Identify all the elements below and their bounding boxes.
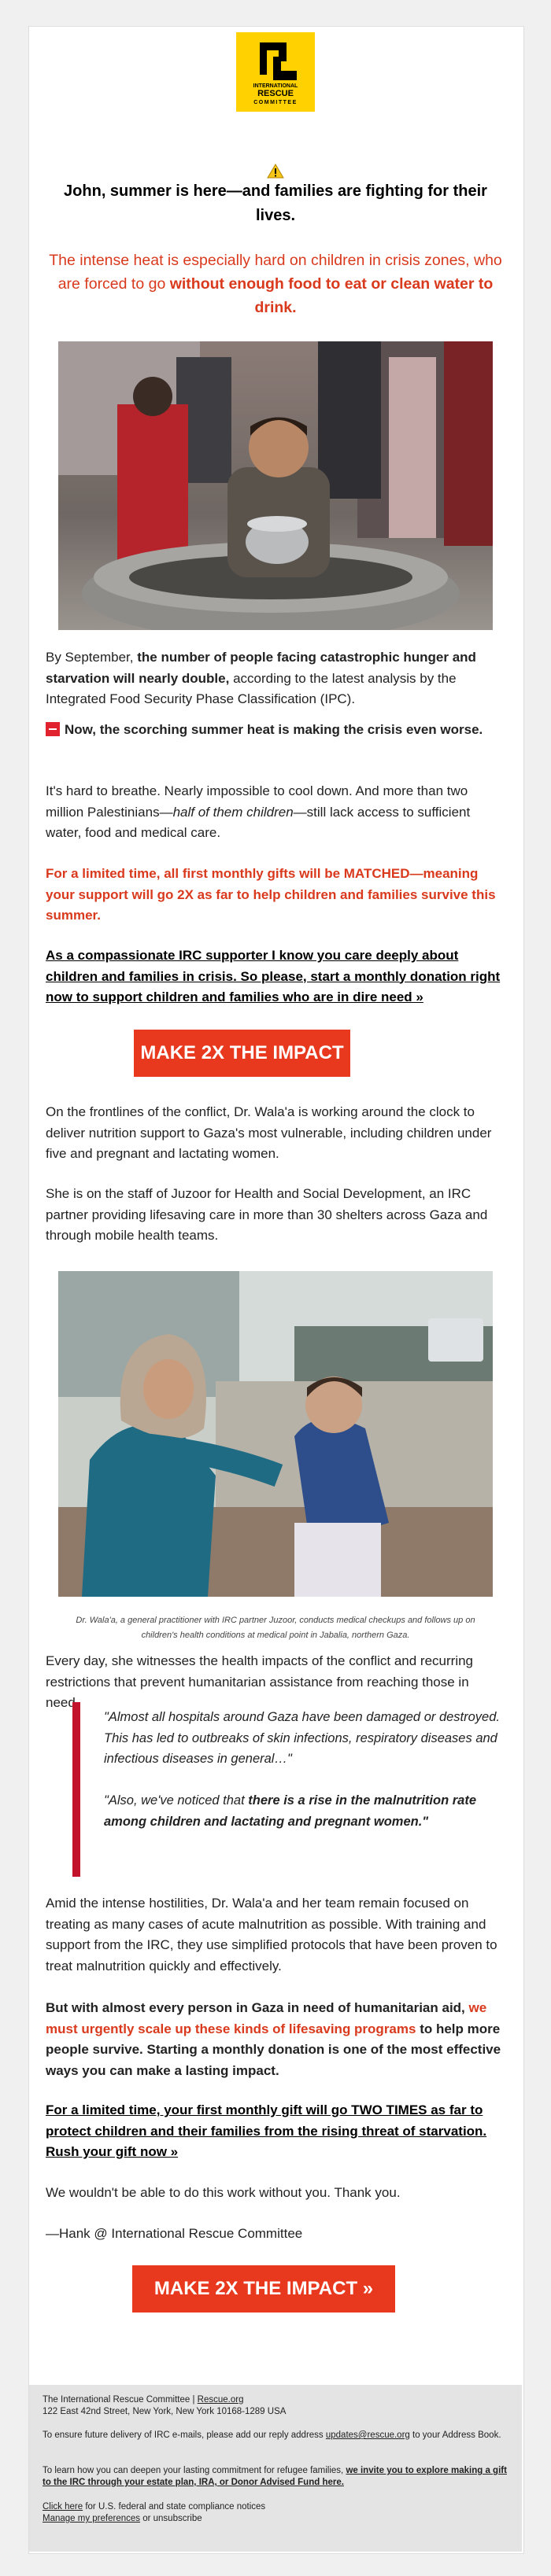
photo-child-with-pot: [58, 341, 493, 630]
lead-text: The intense heat is especially hard on children in crisis zones, who are forced to go: [49, 252, 502, 293]
paragraph-scale-up: [46, 1998, 505, 2081]
p10-intro: But with almost every person in Gaza in need of humanitarian aid,: [46, 2000, 469, 2015]
signoff-text: —Hank @ International Rescue Committee: [46, 2226, 303, 2241]
lead-paragraph: [47, 249, 504, 319]
quote-2: [104, 1790, 505, 1832]
footer-preferences: [43, 2513, 508, 2525]
photo-doctor-with-child: [58, 1271, 493, 1597]
footer-address: 122 East 42nd Street, New York, New York 10168-1289 USA: [43, 2407, 287, 2416]
footer-learn: [43, 2465, 508, 2489]
footer-unsubscribe-text: or unsubscribe: [140, 2514, 202, 2523]
footer-site-link[interactable]: Rescue.org: [197, 2395, 244, 2405]
paragraph-juzoor: [46, 1184, 505, 1247]
p1-bold: the number of people facing catastrophic hunger and starvation will nearly double,: [46, 650, 476, 686]
paragraph-dr-walaa: [46, 1102, 505, 1165]
p3-italic: half of them children: [172, 804, 294, 820]
p1-rest: according to the latest analysis by the Integrated Food Security Phase Classification (IPC).: [46, 670, 457, 706]
make-impact-button-1[interactable]: MAKE 2X THE IMPACT »: [134, 1030, 350, 1077]
paragraph-appeal: [46, 945, 505, 1008]
logo-line-1: INTERNATIONAL: [253, 83, 298, 89]
headline: John, summer is here—and families are fighting for their lives.: [64, 182, 487, 224]
footer-estate-plan-link[interactable]: we invite you to explore making a gift to the IRC through your estate plan, IRA, or Donor Advised Fund here.: [43, 2466, 507, 2487]
p4-text: For a limited time, all first monthly gifts will be MATCHED—meaning your support will go 2X as far to help children and families survive this summer.: [46, 866, 496, 923]
quote-1: "Almost all hospitals around Gaza have been damaged or destroyed. This has led to outbreaks of skin infections, respiratory diseases and infectious diseases in general…": [104, 1710, 500, 1766]
footer-delivery-b: to your Address Book.: [409, 2430, 501, 2440]
footer-org-line: [43, 2394, 508, 2406]
footer-email-link[interactable]: updates@rescue.org: [325, 2430, 410, 2440]
p10-red: we must urgently scale up these kinds of lifesaving programs: [46, 2000, 487, 2036]
footer-org: The International Rescue Committee |: [43, 2395, 198, 2405]
p9-text: Amid the intense hostilities, Dr. Wala'a and her team remain focused on treating as many cases of acute malnutrition as possible. With training and support from the IRC, they use simplified protocols that have been proven to treat malnutrition quickly and effectively.: [46, 1896, 497, 1973]
paragraph-heat: [46, 720, 505, 741]
quote-block: [72, 1702, 513, 1877]
rush-gift-link[interactable]: For a limited time, your first monthly gift will go TWO TIMES as far to protect children and their families from the rising threat of starvation. Rush your gift now »: [46, 2102, 487, 2159]
warning-icon: [267, 164, 284, 179]
footer: [29, 2385, 522, 2552]
p8-text: Every day, she witnesses the health impacts of the conflict and recurring restrictions that prevent humanitarian assistance from reaching those in need.: [46, 1653, 474, 1710]
p12-text: We wouldn't be able to do this work without you. Thank you.: [46, 2185, 401, 2200]
monthly-donation-link[interactable]: As a compassionate IRC supporter I know you care deeply about children and families in crisis. So please, start a monthly donation right now to support children and families who are in dire need »: [46, 948, 501, 1004]
quote-2-intro: "Also, we've noticed that: [104, 1793, 249, 1808]
photo-caption: Dr. Wala'a, a general practitioner with IRC partner Juzoor, conducts medical checkups and follows up on children's health conditions at medical point in Jabalia, northern Gaza.: [76, 1616, 475, 1640]
signoff: [46, 2224, 505, 2245]
p6-text: On the frontlines of the conflict, Dr. Wala'a is working around the clock to deliver nutrition support to Gaza's most vulnerable, including children under five and pregnant and lactating women.: [46, 1104, 492, 1161]
lead-bold-text: without enough food to eat or clean water to drink.: [169, 275, 494, 316]
footer-preferences-link[interactable]: Manage my preferences: [43, 2514, 141, 2523]
footer-learn-a: To learn how you can deepen your lasting commitment for refugee families,: [43, 2466, 346, 2475]
footer-notices: [43, 2501, 508, 2513]
paragraph-ipc: [46, 647, 505, 710]
paragraph-palestinians: [46, 781, 505, 844]
paragraph-thanks: [46, 2183, 505, 2204]
make-impact-button-2[interactable]: MAKE 2X THE IMPACT »: [132, 2265, 395, 2313]
footer-notices-text: for U.S. federal and state compliance notices: [83, 2502, 266, 2512]
logo-line-3: COMMITTEE: [253, 100, 298, 105]
alert-square-icon: [46, 722, 60, 736]
paragraph-match: [46, 864, 505, 927]
p7-text: She is on the staff of Juzoor for Health and Social Development, an IRC partner providing lifesaving care in more than 30 shelters across Gaza and through mobile health teams.: [46, 1186, 488, 1243]
paragraph-treatment: [46, 1893, 505, 1977]
paragraph-two-times: [46, 2100, 505, 2163]
footer-delivery-a: To ensure future delivery of IRC e-mails, please add our reply address: [43, 2430, 326, 2440]
footer-delivery: [43, 2430, 508, 2441]
irc-logo[interactable]: [236, 32, 315, 112]
p10-rest: to help more people survive. Starting a monthly donation is one of the most effective ways you can make a lasting impact.: [46, 2021, 501, 2078]
p2-text: Now, the scorching summer heat is making the crisis even worse.: [65, 722, 483, 737]
logo-line-2: RESCUE: [257, 89, 294, 98]
p1-intro: By September,: [46, 650, 138, 665]
p3-rest: —still lack access to sufficient water, food and medical care.: [46, 804, 471, 840]
footer-click-here-link[interactable]: Click here: [43, 2502, 83, 2512]
p3-intro: It's hard to breathe. Nearly impossible to cool down. And more than two million Palestinians—: [46, 783, 468, 820]
quote-2-bold: there is a rise in the malnutrition rate among children and lactating and pregnant women.": [104, 1793, 477, 1829]
